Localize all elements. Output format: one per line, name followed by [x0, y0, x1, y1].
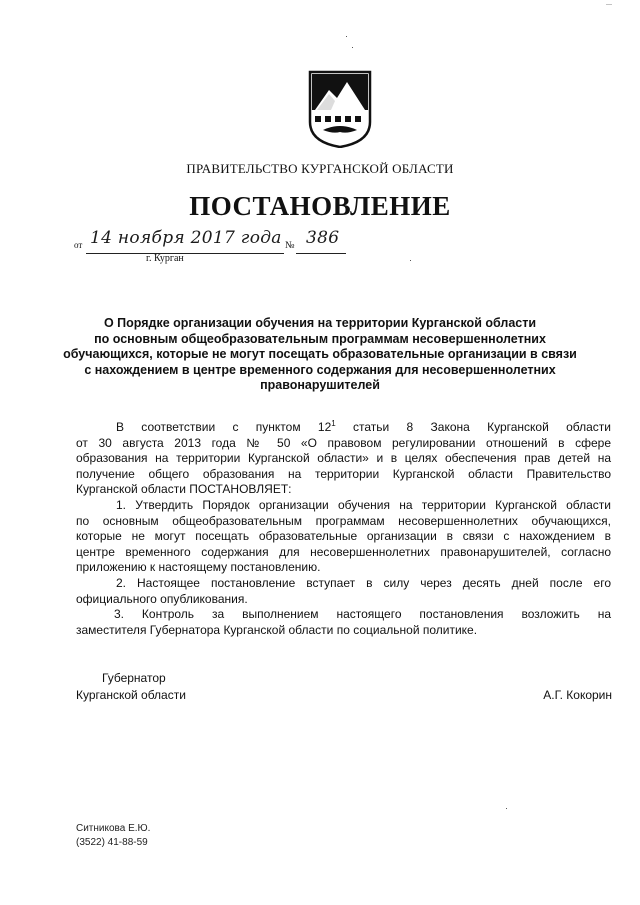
city-name: г. Курган [146, 253, 184, 264]
item-1-line: которые не могут посещать образовательные организации в связи с нахождением в [76, 529, 611, 544]
item-1-line: центре временного содержания для несовершеннолетних правонарушителей, согласно [76, 544, 611, 559]
footnote-superscript: 1 [331, 419, 336, 428]
item-1-line: по основным общеобразовательным программам несовершеннолетних обучающихся, [76, 513, 611, 528]
number-sign: № [285, 240, 295, 251]
scan-speck [346, 36, 347, 37]
title-line: правонарушителей [260, 378, 380, 392]
signatory-name: А.Г. Кокорин [543, 688, 612, 702]
resolution-title [60, 316, 580, 394]
handwritten-date: 14 ноября 2017 года [90, 228, 282, 248]
signatory-role: Губернатор [102, 671, 166, 685]
document-type-title: ПОСТАНОВЛЕНИЕ [189, 191, 451, 221]
handwritten-number: 386 [306, 228, 340, 248]
executor-phone: (3522) 41-88-59 [76, 837, 148, 848]
executor-name: Ситникова Е.Ю. [76, 823, 151, 834]
title-line: обучающихся, которые не могут посещать образовательные организации в связи [63, 347, 577, 361]
item-1-line: 1. Утвердить Порядок организации обучения на территории Курганской области [116, 497, 611, 512]
title-line: по основным общеобразовательным программам несовершеннолетних [94, 331, 546, 346]
executor-info [76, 822, 150, 850]
government-name: ПРАВИТЕЛЬСТВО КУРГАНСКОЙ ОБЛАСТИ [186, 161, 454, 176]
resolution-body [76, 420, 611, 638]
corner-scan-mark: — [606, 2, 612, 8]
scan-speck [352, 47, 353, 48]
preamble-line: получение общего образования на территории Курганской области Правительство [76, 466, 611, 481]
signatory-region: Курганской области [76, 688, 186, 702]
scan-speck [506, 808, 507, 809]
preamble-line: от 30 августа 2013 года № 50 «О правовом регулировании отношений в сфере [76, 435, 611, 450]
coat-of-arms-icon [307, 70, 373, 148]
date-number-line [74, 226, 374, 270]
preamble-line: Курганской области ПОСТАНОВЛЯЕТ: [76, 482, 292, 497]
number-underline [296, 253, 346, 254]
date-prefix: от [74, 240, 83, 250]
scan-speck [410, 260, 411, 261]
item-2-line: официального опубликования. [76, 591, 248, 606]
preamble-line: образования на территории Курганской области» и в целях обеспечения прав детей на [76, 451, 611, 466]
preamble-first-line: В соответствии с пунктом $12^1$ статьи 8 Закона Курганской области [116, 419, 611, 434]
item-1-line: приложению к настоящему постановлению. [76, 560, 321, 575]
title-line: с нахождением в центре временного содержания для несовершеннолетних [84, 362, 556, 377]
item-2-line: 2. Настоящее постановление вступает в силу через десять дней после его [116, 575, 611, 590]
date-underline [86, 253, 284, 254]
title-line: О Порядке организации обучения на территории Курганской области [103, 316, 537, 330]
item-3-line: 3. Контроль за выполнением настоящего постановления возложить на [114, 607, 611, 622]
item-3-line: заместителя Губернатора Курганской области по социальной политике. [76, 622, 478, 637]
